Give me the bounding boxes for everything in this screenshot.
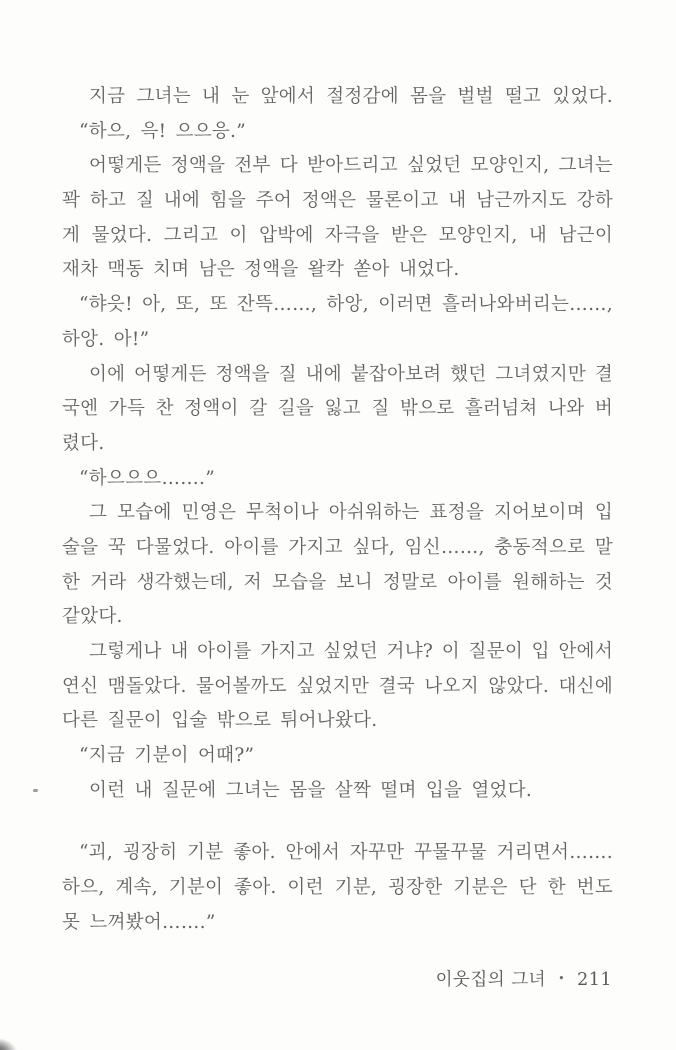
scan-smudge [0,1038,17,1050]
text-line: 어떻게든 정액을 전부 다 받아드리고 싶었던 모양인지, 그녀는 [89,155,613,177]
text-line: “하으, 윽! 으으응.” [79,120,246,142]
text-line: 못 느껴봤어…….” [62,911,216,933]
page-footer [436,966,612,991]
text-line: 이런 내 질문에 그녀는 몸을 살짝 떨며 입을 열었다. [89,779,533,801]
running-title: 이웃집의 그녀 [435,970,547,990]
scan-speck [33,789,38,792]
text-line: 하으, 계속, 기분이 좋아. 이런 기분, 굉장한 기분은 단 한 번도 [62,877,613,899]
text-line: “하으으으…….” [79,467,215,489]
text-line: 같았다. [62,606,123,628]
page-number: 211 [577,970,612,990]
text-line: 그렇게나 내 아이를 가지고 싶었던 거냐? 이 질문이 입 안에서 [89,641,613,662]
text-line: 꽉 하고 질 내에 힘을 주어 정액은 물론이고 내 남근까지도 강하 [62,190,613,212]
text-line: 한 거라 생각했는데, 저 모습을 보니 정말로 아이를 원해하는 것 [62,571,613,593]
text-line: 렸다. [62,432,105,454]
text-line: “지금 기분이 어때?” [79,745,255,767]
text-line: 이에 어떻게든 정액을 질 내에 붙잡아보려 했던 그녀였지만 결 [89,363,613,385]
text-line: 그 모습에 민영은 무척이나 아쉬워하는 표정을 지어보이며 입 [89,502,613,524]
text-line: “괴, 굉장히 기분 좋아. 안에서 자꾸만 꾸물꾸물 거리면서……. [79,842,613,864]
text-line: 게 물었다. 그리고 이 압박에 자극을 받은 모양인지, 내 남근이 [62,224,613,246]
text-line: 국엔 가득 찬 정액이 갈 길을 잃고 질 밖으로 흘러넘쳐 나와 버 [62,398,613,420]
text-line: 하앙. 아!” [62,328,150,350]
text-line: 재차 맥동 치며 남은 정액을 왈칵 쏟아 내었다. [62,259,460,281]
text-line: 연신 맴돌았다. 물어볼까도 싶었지만 결국 나오지 않았다. 대신에 [62,675,613,697]
text-line: 술을 꾹 다물었다. 아이를 가지고 싶다, 임신……, 충동적으로 말 [62,536,613,558]
body-text [62,80,613,941]
text-line: 다른 질문이 입술 밖으로 튀어나왔다. [62,710,378,732]
text-line: 지금 그녀는 내 눈 앞에서 절정감에 몸을 벌벌 떨고 있었다. [89,86,613,107]
paragraph-gap [62,808,613,836]
text-line: “햐읏! 아, 또, 또 잔뜩……, 하앙, 이러면 흘러나와버리는……, [79,294,613,316]
bullet-separator: • [558,972,566,985]
